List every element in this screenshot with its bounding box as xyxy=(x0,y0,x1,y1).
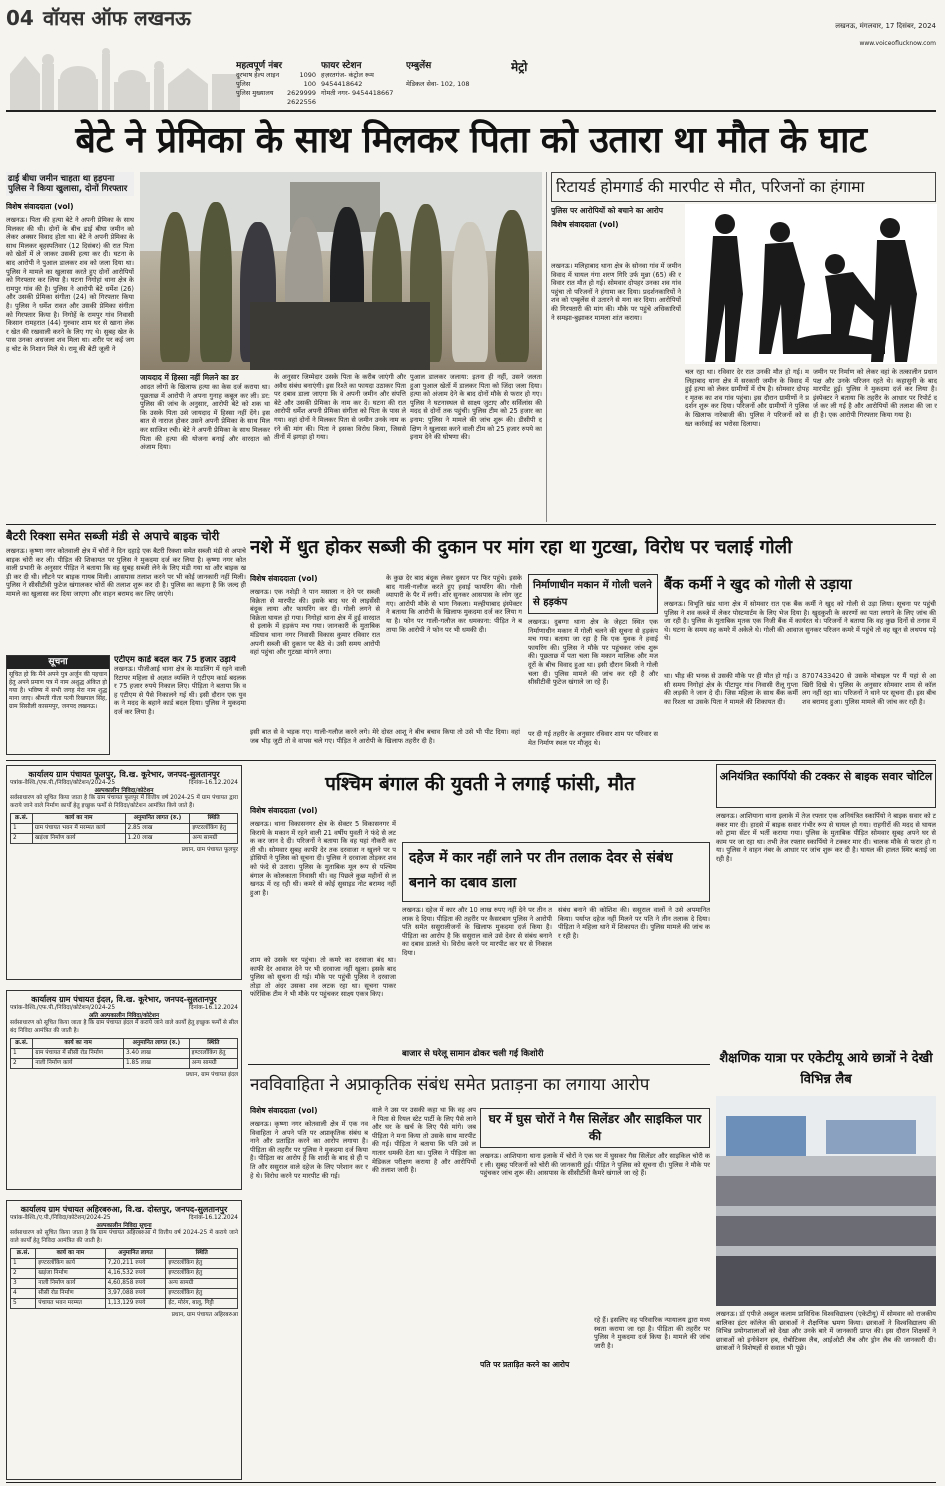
lead-byline: विशेष संवाददाता (vol) xyxy=(6,202,74,211)
ambulance-numbers xyxy=(406,58,486,112)
gutkha-body-col2: के कुछ देर बाद बंदूक लेकर दुकान पर फिर पहुंचे। इसके बाद गाली-गलौज करते हुए हवाई फायरिंग की। गोली व्यापारी के पैर में लगी। शोर सुनकर आसपास के लोग जुट गए। आरोपी मौके से भाग निकला। मल्हीयाबाद इंस्पेक्टर ने बताया कि आरोपी के खिलाफ मुकदमा दर्ज कर लिया गया है। फोन पर गाली-गलौज कर धमकाना: पीड़ित ने बताया कि आरोपी ने फोन पर भी धमकी दी। xyxy=(386,574,522,634)
table-row xyxy=(11,1279,238,1289)
table-row xyxy=(11,824,238,834)
bank-body: लखनऊ। विभूति खंड थाना क्षेत्र में सोमवार रात एक बैंक कर्मी ने खुद को गोली से उड़ा लिया। सूचना पर पहुंची पुलिस ने शव कब्जे में लेकर पोस्टमार्टम के लिए भेज दिया है। खुदकुशी के कारणों का पता लगाने के लिए जांच की जा रही है। पुलिस के मुताबिक मृतक एक निजी बैंक में कार्यरत थे। परिजनों ने बताया कि वह कुछ दिनों से तनाव में थे। घटना के समय वह कमरे में अकेले थे। गोली की आवाज सुनकर परिजन कमरे में पहुंचे तो वह खून से लथपथ पड़े थे। xyxy=(664,600,936,643)
notice-table xyxy=(10,1038,238,1069)
bengal-headline: पश्चिम बंगाल की युवती ने लगाई फांसी, मौत xyxy=(325,773,635,795)
table-header: क्र.सं. xyxy=(11,1039,33,1049)
table-cell: 3.40 लाख xyxy=(123,1049,189,1059)
dahej-body-col1: लखनऊ। दहेज में कार और 10 लाख रुपए नहीं देने पर तीन तलाक दे दिया। पीड़िता की तहरीर पर कैसरबाग पुलिस ने आरोपी पति समेत ससुरालीजनों के खिलाफ मुकदमा दर्ज किया है। पीड़िता का आरोप है कि ससुराल वाले उसे देवर से संबंध बनाने का दबाव डालते थे। विरोध करने पर मारपीट कर घर से निकाल दिया। xyxy=(402,906,552,957)
homeguard-column-3 xyxy=(813,368,937,522)
table-cell: नाली निर्माण कार्य xyxy=(33,1059,124,1069)
shaikshik-headline: शैक्षणिक यात्रा पर एकेटीयू आये छात्रों ने देखी विभिन्न लैब xyxy=(719,1051,933,1087)
shaikshik-body: लखनऊ। डॉ एपीजे अब्दुल कलाम प्राविधिक विश्वविद्यालय (एकेटीयू) में सोमवार को राजकीय बालिका इंटर कॉलेज की छात्राओं ने शैक्षणिक भ्रमण किया। छात्राओं ने विश्वविद्यालय की विभिन्न प्रयोगशालाओं को देखा और उनके बारे में जानकारी प्राप्त की। इस दौरान शिक्षकों ने छात्राओं को इनोवेशन हब, रोबोटिक्स लैब, आईओटी लैब और ड्रोन लैब की जानकारी दी। छात्राओं ने विशेषज्ञों से सवाल भी पूछे। xyxy=(716,1310,936,1353)
lead-body-col3: के अनुसार जिम्मेदार उसके पिता के करीब जाएंगी और अवैध संबंध बनाएंगी। इस रिश्ते का फायदा उठाकर पिता पर दबाव डाला जाएगा कि वे अपनी जमीन और संपत्ति बेटे और उसकी प्रेमिका के नाम कर दें। घटना की रात आरोपी धर्मेश अपनी प्रेमिका संगीता को पिता के पास ले गया। वहां दोनों ने मिलकर पिता से जमीन उनके नाम करने की मांग की। पिता ने इसका विरोध किया, जिससे तीनों में झगड़ा हो गया। xyxy=(274,373,406,442)
table-cell: सीसी रोड निर्माण xyxy=(36,1289,105,1299)
table-cell: 1.20 लाख xyxy=(125,834,190,844)
tender-notice-1 xyxy=(6,765,242,980)
notice-table xyxy=(10,813,238,844)
bank-story xyxy=(664,600,936,668)
table-row xyxy=(11,1269,238,1279)
paper-name: वॉयस ऑफ लखनऊ xyxy=(42,6,191,30)
website: www.voiceoflucknow.com xyxy=(859,40,936,47)
date-line: लखनऊ, मंगलवार, 17 दिसंबर, 2024 xyxy=(835,22,936,30)
table-cell: 2 xyxy=(11,1269,36,1279)
navvivahita-body-col2: वाले ने उस पर उसकी कहा था कि वह अपने पिता से रियल स्टेट पार्टी के लिए पैसे लाने और घर के खर्च के लिए पैसे मांगे। जब पीड़िता ने मना किया तो उसके साथ मारपीट की गई। पीड़िता ने बताया कि पति उसे लगातार धमकी देता था। पुलिस ने पीड़िता का मेडिकल परीक्षण कराया है और आरोपियों की तलाश जारी है। xyxy=(372,1106,476,1175)
atm-body-col2: इसी बात से वे भड़क गए। गाली-गलौज करने लगे। मेरे दोस्त आशू ने बीच बचाव किया तो उसे भी पीट दिया। वहां जब भीड़ जुटी तो वे वापस चले गए। पीड़ित ने आरोपी के खिलाफ तहरीर दी है। xyxy=(250,728,520,745)
table-header: कार्य का नाम xyxy=(33,1039,124,1049)
notice-subtitle: पत्रांक-वैश्वि./ए.पी./निविदा/कोटेशन/2024-25 xyxy=(10,1215,111,1221)
masthead xyxy=(6,4,936,112)
dahej-headline-box xyxy=(402,842,710,902)
table-header: स्थिति xyxy=(166,1249,238,1259)
table-cell: 4,60,858 रुपये xyxy=(105,1279,166,1289)
nirmanadhin-story xyxy=(528,618,658,726)
public-notice-body: सूचित हो कि मैंने अपने पुत्र अर्जुन की पहचान हेतु अपने प्रमाण पत्र में नाम अशुद्ध अंकित हो गया है। भविष्य में सभी जगह मेरा नाम शुद्ध माना जाए। श्रीमती गीता पत्नी रिखपाल सिंह, ग्राम सिसौली कासमपुर, जनपद लखनऊ। xyxy=(9,671,107,710)
homeguard-body-col2: चल रहा था। रविवार देर रात उनकी मौत हो गई। मलिहाबाद थाना क्षेत्र में सरकारी जमीन के विवाद में हुई हत्या को लेकर ग्रामीणों में रोष है। सोमवार दोपहर मृतक का शव गांव पहुंचा। इस दौरान ग्रामीणों ने प्रदर्शन शुरू कर दिया। परिजनों और ग्रामीणों ने पुलिस के खिलाफ नारेबाजी की। पुलिस ने परिजनों को सख्त कार्रवाई का भरोसा दिलाया। xyxy=(685,368,809,428)
nirmanadhin-body: लखनऊ। दुबग्गा थाना क्षेत्र के जेहटा स्थित एक निर्माणाधीन मकान में गोली चलने की सूचना से हड़कंप मच गया। बताया जा रहा है कि एक युवक ने हवाई फायरिंग की। पुलिस ने मौके पर पहुंचकर जांच शुरू की। पूछताछ में पता चला कि मकान मालिक और मजदूरों के बीच विवाद हुआ था। इसी दौरान किसी ने गोली चला दी। पुलिस मामले की जांच कर रही है और सीसीटीवी फुटेज खंगाले जा रहे हैं। xyxy=(528,618,658,687)
number-value: 1090 xyxy=(299,71,316,79)
table-cell: नाली निर्माण कार्य xyxy=(36,1279,105,1289)
ambulance-title: एम्बुलेंस xyxy=(406,61,432,71)
shaikshik-photo xyxy=(716,1096,936,1306)
table-cell: पंचायत भवन मरम्मत xyxy=(36,1299,105,1309)
nirmanadhin-headline: निर्माणाधीन मकान में गोली चलने से हड़कंप xyxy=(533,580,652,608)
fire-line: गोमती नगर- 9454418667 xyxy=(321,89,394,97)
scorpio-body: लखनऊ। आशियाना थाना इलाके में तेज रफ्तार एक अनियंत्रित स्कार्पियो ने बाइक सवार को टक्कर मार दी। हादसे में बाइक सवार गंभीर रूप से घायल हो गया। राहगीरों की मदद से घायल को ट्रामा सेंटर में भर्ती कराया गया। पुलिस के मुताबिक पीड़ित सोमवार सुबह अपने घर से काम पर जा रहा था। तभी तेज रफ्तार स्कार्पियो ने टक्कर मार दी। चालक मौके से फरार हो गया। पुलिस ने वाहन नंबर के आधार पर जांच शुरू कर दी है। घायल की हालत स्थिर बताई जा रही है। xyxy=(716,812,936,863)
fire-station-title: फायर स्टेशन xyxy=(321,61,362,71)
bengal-body-col1: लखनऊ। थाना विकासनगर क्षेत्र के सेक्टर 5 विकासनगर में किराये के मकान में रहने वाली 21 वर्षीय युवती ने फंदे से लटक कर जान दे दी। परिजनों ने बताया कि वह यहां नौकरी करती थी। सोमवार सुबह काफी देर तक दरवाजा न खुलने पर पड़ोसियों ने पुलिस को सूचना दी। पुलिस ने दरवाजा तोड़कर शव को फंदे से उतारा। पुलिस के मुताबिक मूल रूप से पश्चिम बंगाल के कोलकाता निवासी थी। वह पिछले कुछ महीनों से लखनऊ में रह रही थी। कमरे से कोई सुसाइड नोट बरामद नहीं हुआ है। xyxy=(250,820,396,897)
table-header: क्र.सं. xyxy=(11,1249,36,1259)
notice-sub2: अति अल्पकालीन निविदा/कोटेशन xyxy=(88,1012,160,1019)
navvivahita-column-1 xyxy=(250,1106,368,1478)
scorpio-headline-box xyxy=(716,764,936,808)
fire-station-numbers xyxy=(321,58,401,112)
lead-column-3 xyxy=(274,373,406,523)
table-row xyxy=(11,1289,238,1299)
table-row xyxy=(11,1049,238,1059)
battery-story xyxy=(6,547,246,647)
tender-notice-2 xyxy=(6,990,242,1190)
fire-line: 9454418642 xyxy=(321,80,363,88)
atm-headline: एटीएम कार्ड बदल कर 75 हजार उड़ाये xyxy=(114,655,236,665)
notice-date: दिनांक-16.12.2024 xyxy=(188,1215,238,1221)
atm-body: लखनऊ। पीजीआई थाना क्षेत्र के माडलिंग में रहने वाली रिटायर महिला से अज्ञात व्यक्ति ने एटीएम कार्ड बदलकर 75 हजार रुपये निकाल लिए। पीड़िता ने बताया कि वह एटीएम से पैसे निकालने गई थी। इसी दौरान एक युवक ने मदद के बहाने कार्ड बदल दिया। पुलिस ने मुकदमा दर्ज कर लिया है। xyxy=(114,665,246,716)
table-cell: ईट, मोरंग, बालू, गिट्टी xyxy=(166,1299,238,1309)
table-cell: 4,16,532 रुपये xyxy=(105,1269,166,1279)
section-rule xyxy=(248,1064,710,1065)
lead-kicker: ढाई बीघा जमीन चाहता था हड़पना पुलिस ने किया खुलासा, दोनों गिरफ्तार xyxy=(6,172,134,196)
table-row xyxy=(11,1059,238,1069)
tender-notice-3 xyxy=(6,1200,242,1480)
notice-footer: प्रधान, ग्राम पंचायत अहिरबरुआ xyxy=(171,1312,238,1318)
notice-body: सर्वसाधारण को सूचित किया जाता है कि ग्राम पंचायत फूलपुर में वित्तीय वर्ष 2024-25 में ग्राम पंचायत द्वारा कराये जाने वाले निर्माण कार्यों हेतु इच्छुक फर्मों से निविदा/कोटेशन आमंत्रित किये जाते हैं। xyxy=(10,795,238,809)
navvivahita-body-col1: लखनऊ। कृष्णा नगर कोतवाली क्षेत्र में एक नवविवाहिता ने अपने पति पर अप्राकृतिक संबंध बनाने और प्रताड़ित करने का आरोप लगाया है। पीड़िता की तहरीर पर पुलिस ने मुकदमा दर्ज किया है। पीड़िता का आरोप है कि शादी के बाद से ही पति और ससुराल वाले दहेज के लिए परेशान कर रहे थे। विरोध करने पर मारपीट की गई। xyxy=(250,1120,368,1180)
section-label: मेट्रो xyxy=(511,60,528,74)
homeguard-column-1 xyxy=(551,262,681,522)
nirmanadhin-headline-box xyxy=(528,574,658,614)
table-cell: इण्टरलॉकिंग हेतु xyxy=(166,1259,238,1269)
shaikshik-story xyxy=(716,1310,936,1480)
homeguard-kicker-box xyxy=(551,206,681,246)
table-cell: 1 xyxy=(11,1049,33,1059)
dahej-headline: दहेज में कार नहीं लाने पर तीन तलाक देवर से संबंध बनाने का दबाव डाला xyxy=(409,850,673,891)
table-cell: खड़ंजा निर्माण xyxy=(36,1269,105,1279)
number-label: पुलिस xyxy=(236,80,251,88)
notice-footer: प्रधान, ग्राम पंचायत इंदल xyxy=(185,1072,238,1078)
table-row xyxy=(11,1299,238,1309)
homeguard-column-2 xyxy=(685,368,809,522)
notice-body: सर्वसाधारण को सूचित किया जाता है कि ग्राम पंचायत इंदल में कराये जाने वाले कार्यों हेतु इच्छुक फर्मों से सीलबंद निविदा आमंत्रित की जाती है। xyxy=(10,1020,238,1034)
notice-title: कार्यालय ग्राम पंचायत इंदल, वि.ख. कूरेभार, जनपद-सुलतानपुर xyxy=(31,995,217,1004)
homeguard-kicker: पुलिस पर आरोपियों को बचाने का आरोप xyxy=(551,206,664,215)
bank-body-col3: 8707433420 से उसके मोबाइल पर मैं यहां से आखिरी दिखे थे। पुलिस के अनुसार सोमवार शाम से कॉल लग नहीं रहा था। परिजनों ने थाने पर सूचना दी। इस बीच शव बरामद हुआ। पुलिस मामले की जांच कर रही है। xyxy=(802,672,936,706)
navvivahita-column-2 xyxy=(372,1106,476,1478)
atm-column-2 xyxy=(250,728,520,756)
notice-title: कार्यालय ग्राम पंचायत फूलपुर, वि.ख. कूरेभार, जनपद-सुलतानपुर xyxy=(28,770,220,779)
bank-column-2 xyxy=(664,672,798,742)
table-cell: 1 xyxy=(11,1259,36,1269)
column-divider xyxy=(546,172,547,522)
nirmanadhin-tail xyxy=(528,730,658,758)
table-header: स्थिति xyxy=(190,814,238,824)
number-value: 100 xyxy=(303,80,316,88)
important-numbers xyxy=(236,58,316,112)
lead-left-column xyxy=(6,172,134,522)
table-cell: 1,13,129 रुपये xyxy=(105,1299,166,1309)
atm-story xyxy=(114,655,246,755)
number-label: पुलिस मुख्यालय xyxy=(236,89,274,97)
table-cell: खड़ंजा निर्माण कार्य xyxy=(32,834,125,844)
lead-column-2 xyxy=(140,373,270,523)
gutkha-column-1 xyxy=(250,574,380,724)
ghar-story xyxy=(480,1152,710,1312)
table-cell: 3 xyxy=(11,1279,36,1289)
table-cell: अन्य सामग्री xyxy=(166,1279,238,1289)
scorpio-headline: अनियंत्रित स्कार्पियो की टक्कर से बाइक सवार चोटिल xyxy=(719,770,933,783)
number-value: 2622556 xyxy=(287,98,316,106)
table-cell: 1 xyxy=(11,824,33,834)
table-header: अनुमानित लागत (रु.) xyxy=(125,814,190,824)
scorpio-story xyxy=(716,812,936,1042)
notice-table xyxy=(10,1248,238,1309)
table-cell: 1.85 लाख xyxy=(123,1059,189,1069)
homeguard-byline: विशेष संवाददाता (vol) xyxy=(551,220,619,229)
table-cell: 2 xyxy=(11,834,33,844)
section-rule xyxy=(6,524,936,525)
table-header: अनुमानित लागत (रु.) xyxy=(123,1039,189,1049)
notice-subtitle: पत्रांक-वैश्वि./एफ.पी./निविदा/कोटेशन/2024-25 xyxy=(10,780,116,786)
ghar-body: लखनऊ। आशियाना थाना इलाके में चोरों ने एक घर में घुसकर गैस सिलेंडर और साइकिल चोरी कर ली। सुबह परिजनों को चोरी की जानकारी हुई। पीड़ित ने पुलिस को सूचना दी। पुलिस ने मौके पर पहुंचकर जांच शुरू की। आसपास के सीसीटीवी कैमरे खंगाले जा रहे हैं। xyxy=(480,1152,710,1178)
table-cell: इण्टरलॉकिंग हेतु xyxy=(166,1269,238,1279)
lead-headline: बेटे ने प्रेमिका के साथ मिलकर पिता को उतारा था मौत के घाट xyxy=(75,120,867,161)
table-cell: 4 xyxy=(11,1289,36,1299)
lead-photo xyxy=(140,172,542,370)
page-bottom-rule xyxy=(6,1482,936,1483)
bengal-body-col2: शाम को उसके घर पहुंचा। तो कमरे का दरवाजा बंद था। काफी देर आवाज देने पर भी दरवाजा नहीं खुला। इसके बाद पुलिस को सूचना दी गई। मौके पर पहुंची पुलिस ने दरवाजा तोड़ा तो अंदर उसका शव लटक रहा था। सूचना पाकर फॉरेंसिक टीम ने भी मौके पर पहुंचकर साक्ष्य एकत्र किए। xyxy=(250,956,396,999)
table-header: क्र.सं. xyxy=(11,814,33,824)
dahej-tail-headline: बाजार से घरेलू सामान ढोकर चली गई किशोरी xyxy=(402,1049,544,1059)
dahej-body-col2: संबंध बनाने की कोशिश की। ससुराल वालों ने उसे अपमानित किया। पर्याप्त दहेज नहीं मिलने पर पति ने तीन तलाक दे दिया। पीड़िता ने महिला थाने में शिकायत दी। पुलिस मामले की जांच कर रही है। xyxy=(558,906,710,940)
gutkha-byline: विशेष संवाददाता (vol) xyxy=(250,574,318,583)
table-cell: 2 xyxy=(11,1059,33,1069)
notice-subtitle: पत्रांक-वैश्वि./एफ.पी./निविदा/कोटेशन/2024-25 xyxy=(10,1005,116,1011)
lead-column-4 xyxy=(410,373,542,523)
lead-body-col2: आदत लोगों के खिलाफ हत्या का केस दर्ज कराया था। पूछताछ में आरोपी ने अपना गुनाह कबूल कर ली। डर: पुलिस की जांच के अनुसार, आरोपी बेटे को शक था कि उसके पिता उसे जायदाद में हिस्सा नहीं देंगे। इस बात से नाराज होकर उसने अपनी प्रेमिका के साथ मिलकर साजिश रची। बेटे ने अपनी प्रेमिका के साथ मिलकर पिता की हत्या की योजना बनाई और वारदात को अंजाम दिया। xyxy=(140,383,270,452)
table-cell: ग्राम पंचायत में सीसी रोड निर्माण xyxy=(33,1049,124,1059)
table-cell: इण्टरलॉकिंग हेतु xyxy=(189,1049,237,1059)
bank-headline: बैंक कर्मी ने खुद को गोली से उड़ाया xyxy=(664,577,852,593)
dahej-column-2 xyxy=(558,906,710,1048)
table-cell: 2.85 लाख xyxy=(125,824,190,834)
notice-body: सर्वसाधारण को सूचित किया जाता है कि ग्राम पंचायत अहिरबरुआ में वित्तीय वर्ष 2024-25 में कराये जाने वाले कार्यों हेतु निविदा आमंत्रित की जाती है। xyxy=(10,1230,238,1244)
notice-sub2: अल्पकालीन निविदा सूचना xyxy=(96,1222,152,1229)
number-label: दूरभाष हेल्प लाइन xyxy=(236,71,280,79)
table-row xyxy=(11,1259,238,1269)
public-notice xyxy=(6,655,110,755)
notice-footer: प्रधान, ग्राम पंचायत फूलपुर xyxy=(181,847,238,853)
gutkha-column-2 xyxy=(386,574,522,724)
notice-date: दिनांक-16.12.2024 xyxy=(188,1005,238,1011)
table-row xyxy=(11,834,238,844)
bank-column-3 xyxy=(802,672,936,742)
battery-body: लखनऊ। कृष्णा नगर कोतवाली क्षेत्र में चोरों ने दिन दहाड़े एक बैटरी रिक्शा समेत सब्जी मंडी से अपाचे बाइक चोरी कर ली। पीड़ित की शिकायत पर पुलिस ने मुकदमा दर्ज कर लिया है। कृष्णा नगर कोतवाली प्रभारी के अनुसार पीड़ित ने बताया कि वह सुबह सब्जी लेने के लिए मंडी गया था और बाइक खड़ी कर दी थी। लौटने पर बाइक गायब मिली। आसपास तलाश करने पर भी कोई जानकारी नहीं मिली। पुलिस ने सीसीटीवी फुटेज खंगालकर चोरों की तलाश शुरू कर दी है। पुलिस का कहना है कि जल्द ही मामले का खुलासा कर दिया जाएगा और वाहन बरामद कर लिए जाएंगे। xyxy=(6,547,246,598)
page-number: 04 xyxy=(6,6,34,30)
homeguard-headline: रिटायर्ड होमगार्ड की मारपीट से मौत, परिजनों का हंगामा xyxy=(551,172,936,202)
table-cell: 3,97,088 रुपये xyxy=(105,1289,166,1299)
ghar-body-col2: रहे हैं। इसलिए वह परिवारिक न्यायालय द्वारा मध्यस्थता कराया जा रहा है। पीड़िता की तहरीर पर पुलिस ने मुकदमा दर्ज किया है। मामले की जांच जारी है। xyxy=(594,1316,710,1350)
gutkha-headline: नशे में धुत होकर सब्जी की दुकान पर मांग रहा था गुटखा, विरोध पर चलाई गोली xyxy=(250,537,793,558)
fire-line: हज़रतगंज- कंट्रोल रूम xyxy=(321,71,374,79)
ghar-headline: घर में घुस चोरों ने गैस सिलेंडर और साइकिल पार की xyxy=(488,1112,702,1143)
lead-photo-caption: जायदाद में हिस्सा नहीं मिलने का डर xyxy=(140,373,239,382)
number-value: 2629999 xyxy=(287,89,316,97)
navvivahita-headline: नवविवाहिता ने अप्राकृतिक संबंध समेत प्रताड़ना का लगाया आरोप xyxy=(250,1075,650,1095)
ambulance-line: मेडिकल सेवा- 102, 108 xyxy=(406,80,470,88)
table-cell: इण्टरलॉकिंग हेतु xyxy=(190,824,238,834)
table-header: स्थिति xyxy=(189,1039,237,1049)
gutkha-body-col1: लखनऊ। एक नशेड़ी ने पान मसाला न देने पर सब्जी विक्रेता से मारपीट की। इसके बाद घर से लाइसेंसी बंदूक लाया और फायरिंग कर दी। गोली लगने से विक्रेता घायल हो गया। निगोहां थाना क्षेत्र में हुई वारदात से इलाके में हड़कंप मच गया। जानकारी के मुताबिक मंडियाव थाना नगर निवासी विकास कुमार रविवार रात अपनी सब्जी की दुकान पर बैठे थे। उसी समय आरोपी वहां पहुंचा और गुटखा मांगने लगा। xyxy=(250,588,380,657)
table-cell: ग्राम पंचायत भवन में मरम्मत कार्य xyxy=(32,824,125,834)
homeguard-body-col3: जमीन पर निर्माण को लेकर वहां के तत्कालीन प्रधान पक्ष और उनके परिजन रहते थे। कहासुनी के बाद मारपीट हुई। पुलिस ने मुकदमा दर्ज कर लिया है। इंस्पेक्टर ने बताया कि तहरीर के आधार पर रिपोर्ट दर्ज कर ली गई है और आरोपियों की तलाश की जा रही है। एक आरोपी गिरफ्तार किया गया है। xyxy=(813,368,937,419)
homeguard-body-col1: लखनऊ। मलिहाबाद थाना क्षेत्र के सोनवा गांव में जमीन विवाद में घायल गंगा शरण गिरि उर्फ मुन्ना (65) की रविवार रात मौत हो गई। सोमवार दोपहर उनका शव गांव पहुंचा तो परिजनों ने हंगामा कर दिया। प्रदर्शनकारियों ने शव को एम्बुलेंस से उतारने से मना कर दिया। आरोपियों की गिरफ्तारी की मांग की। मौके पर पहुंचे अधिकारियों ने समझा-बुझाकर मामला शांत कराया। xyxy=(551,262,681,322)
bengal-byline: विशेष संवाददाता (vol) xyxy=(250,806,318,815)
bank-body-col2: था। भीड़ की भनक से उसकी मौके पर ही मौत हो गई। उसी समय निगोहां क्षेत्र के पीटापुर गांव निवासी रीलू गुप्ता की लड़की ने जान दे दी। जिस महिला के साथ बैंक कर्मी का रिश्ता था उसके पिता ने मामले की शिकायत दी। xyxy=(664,672,798,706)
notice-date: दिनांक-16.12.2024 xyxy=(188,780,238,786)
lead-body-col4: पुआल डालकर जलाया: इतना ही नहीं, उसने जलता हुआ पुआल खेतों में डालकर पिता को जिंदा जला दिया। हत्या को अंजाम देने के बाद दोनों मौके से फरार हो गए। पुलिस ने घटनास्थल से साक्ष्य जुटाए और सर्विलांस की मदद से दोनों तक पहुंची। पुलिस टीम को 25 हजार का इनाम: पुलिस ने मामले की जांच शुरू की। डीसीपी दक्षिण ने खुलासा करने वाली टीम को 25 हजार रुपये का इनाम देने की घोषणा की। xyxy=(410,373,542,442)
navvivahita-byline: विशेष संवाददाता (vol) xyxy=(250,1106,318,1115)
bengal-column-2 xyxy=(250,956,396,1046)
table-cell: अन्य सामग्री xyxy=(189,1059,237,1069)
table-cell: 7,20,211 रुपये xyxy=(105,1259,166,1269)
homeguard-illustration xyxy=(685,204,937,364)
important-numbers-title: महत्वपूर्ण नंबर xyxy=(236,61,283,71)
notice-sub2: अल्पकालीन निविदा/कोटेशन xyxy=(94,787,154,794)
table-cell: इण्टरलॉकिंग कार्य xyxy=(36,1259,105,1269)
ghar-column-2 xyxy=(594,1316,710,1478)
lead-body-col1: लखनऊ। पिता की हत्या बेटे ने अपनी प्रेमिका के साथ मिलकर की थी। दोनों के बीच ढाई बीघा जमीन को लेकर अक्सर विवाद होता था। बेटे ने अपनी प्रेमिका के साथ मिलकर बृहस्पतिवार (12 दिसंबर) की रात पिता को खेतों में ले जाकर उसकी हत्या कर दी। घटना के बाद आरोपी ने पुआल डालकर शव को जला दिया था। पुलिस ने मामले का खुलासा करते हुए दोनों आरोपियों को गिरफ्तार कर लिया है। घटना निगोहां थाना क्षेत्र के रामपुर गांव की है। पुलिस ने आरोपी बेटे धर्मेश (26) और उसकी प्रेमिका संगीता (24) को गिरफ्तार किया है। पुलिस ने धर्मेश रावत और उसकी प्रेमिका संगीता को गिरफ्तार किया है। निगोहें के रामपुर गांव निवासी किसान रामहरात (44) गुरुवार शाम घर से खाना लेकर खेत की रखवाली करने के लिए गए थे। सुबह खेत के पास उनका अधजला शव मिला था। शरीर पर कई जगह चोट के निशान मिले थे। रामू की बेटी जूली ने xyxy=(6,216,134,353)
battery-headline: बैटरी रिक्शा समेत सब्जी मंडी से अपाचे बाइक चोरी xyxy=(6,529,220,543)
dahej-column-1 xyxy=(402,906,552,1048)
masthead-rule xyxy=(6,110,936,112)
table-cell: इण्टरलॉकिंग हेतु xyxy=(166,1289,238,1299)
table-cell: 5 xyxy=(11,1299,36,1309)
notice-title: कार्यालय ग्राम पंचायत अहिरबरुआ, वि.ख. दोस्तपुर, जनपद-सुलतानपुर xyxy=(20,1205,228,1214)
skyline-graphic xyxy=(6,34,246,112)
section-rule xyxy=(6,760,936,761)
table-header: कार्य का नाम xyxy=(36,1249,105,1259)
nirmanadhin-tail-text: पर दी गई तहरीर के अनुसार रविवार शाम पर परिवार समेत निर्माण स्थल पर मौजूद थे। xyxy=(528,730,658,747)
table-cell: अन्य सामग्री xyxy=(190,834,238,844)
table-header: अनुमानित लागत xyxy=(105,1249,166,1259)
public-notice-title: सूचना xyxy=(7,656,109,669)
table-header: कार्य का नाम xyxy=(32,814,125,824)
ghar-headline-box xyxy=(480,1108,710,1148)
ghar-subhead: पति पर प्रताड़ित करने का आरोप xyxy=(480,1360,570,1369)
